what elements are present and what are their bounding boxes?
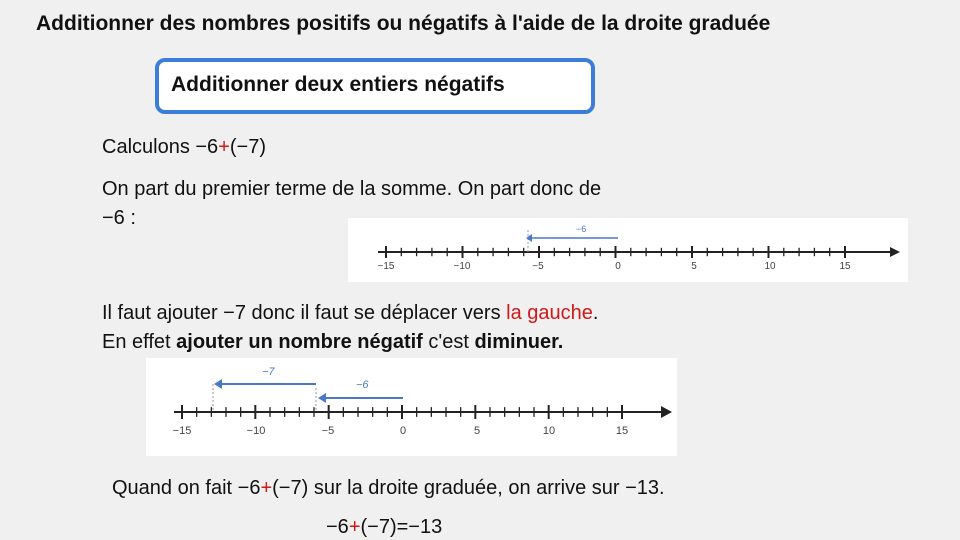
arrow-minus-6-head xyxy=(526,234,532,242)
subtitle-box xyxy=(155,58,595,114)
tick-label: −10 xyxy=(453,261,471,272)
number-line-2-panel xyxy=(146,358,677,456)
tick-label: 5 xyxy=(691,261,697,272)
arrow-minus-7-head xyxy=(214,379,222,389)
tick-label: 10 xyxy=(764,261,776,272)
tick-label: −5 xyxy=(532,261,544,272)
tick-labels xyxy=(173,425,628,437)
tick-label: −15 xyxy=(377,261,395,272)
step2-line1-prefix: Il faut ajouter −7 donc il faut se déplacer vers xyxy=(102,302,507,324)
number-line-1-panel xyxy=(348,218,908,282)
subtitle: Additionner deux entiers négatifs xyxy=(171,73,505,96)
step2-line2-d: diminuer. xyxy=(474,331,564,353)
step2-line2-b: ajouter un nombre négatif xyxy=(176,331,423,353)
tick-label: 15 xyxy=(615,425,629,437)
tick-label: 0 xyxy=(399,425,407,437)
tick-label: −15 xyxy=(172,425,192,437)
calc-intro-op: + xyxy=(218,136,230,158)
tick-label: 0 xyxy=(615,261,621,272)
conclusion-op: + xyxy=(260,477,273,499)
result xyxy=(326,516,442,539)
step2-line1-suffix: . xyxy=(592,302,599,324)
step1-line2: −6 : xyxy=(102,207,136,229)
step2-line2-c: c'est xyxy=(422,331,475,353)
calc-intro-prefix: Calculons −6 xyxy=(102,136,219,158)
result-suffix: (−7)=−13 xyxy=(360,516,443,538)
step2-line2-a: En effet xyxy=(102,331,177,353)
tick-label: −5 xyxy=(321,425,335,437)
conclusion-suffix: (−7) sur la droite graduée, on arrive sur −13. xyxy=(272,477,665,499)
conclusion xyxy=(112,477,665,500)
arrow-minus-7-label: −7 xyxy=(262,366,275,378)
number-line-2 xyxy=(146,358,677,456)
step1-line1: On part du premier terme de la somme. On part donc de xyxy=(102,178,602,200)
tick-labels xyxy=(378,261,851,272)
arrow-minus-6-label: −6 xyxy=(356,379,369,391)
tick-label: 15 xyxy=(839,261,851,272)
axis-arrowhead xyxy=(661,406,672,418)
arrow-minus-6-label: −6 xyxy=(576,224,587,234)
result-op: + xyxy=(348,516,361,538)
step2-line1-emphasis: la gauche xyxy=(506,302,593,324)
number-line-1 xyxy=(348,218,908,282)
tick-label: 10 xyxy=(542,425,556,437)
conclusion-prefix: Quand on fait −6 xyxy=(112,477,261,499)
tick-label: 5 xyxy=(473,425,481,437)
step2-line1 xyxy=(102,302,598,325)
axis-arrowhead xyxy=(890,247,900,257)
step2-line2 xyxy=(102,331,563,354)
page-title: Additionner des nombres positifs ou négatifs à l'aide de la droite graduée xyxy=(36,12,771,35)
arrow-minus-6-head xyxy=(318,393,326,403)
calc-intro xyxy=(102,136,266,159)
result-prefix: −6 xyxy=(326,516,349,538)
calc-intro-suffix: (−7) xyxy=(229,136,266,158)
tick-label: −10 xyxy=(246,425,266,437)
